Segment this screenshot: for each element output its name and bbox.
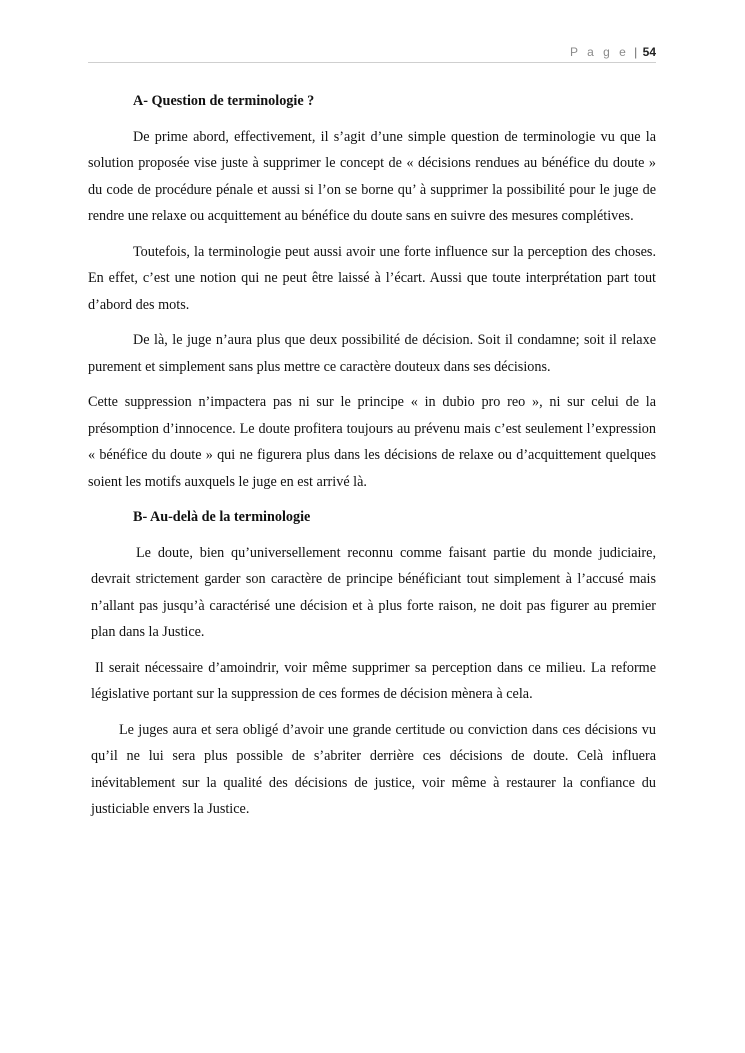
section-a-paragraph-3: De là, le juge n’aura plus que deux possibilité de décision. Soit il condamne; soit il relaxe purement et simplement sans plus mettre ce caractère douteux dans ses décisions.	[88, 332, 656, 375]
section-a-paragraph-1: De prime abord, effectivement, il s’agit d’une simple question de terminologie vu que la solution proposée vise juste à supprimer le concept de « décisions rendues au bénéfice du doute » du code de procédure pénale et aussi si l’on se borne qu’ à supprimer la possibilité pour le juge de rendre une relaxe ou acquittement au bénéfice du doute sans en suivre des mesures complétives.	[88, 128, 656, 224]
section-a-paragraph-2: Toutefois, la terminologie peut aussi avoir une forte influence sur la perception des choses. En effet, c’est une notion qui ne peut être laissé à l’écart. Aussi que toute interprétation part tout d’abord des mots.	[88, 243, 656, 313]
document-body	[88, 88, 656, 832]
section-b-paragraph-2: Il serait nécessaire d’amoindrir, voir même supprimer sa perception dans ce milieu. La reforme législative portant sur la suppression de ces formes de décision mènera à cela.	[91, 659, 656, 702]
section-b-paragraph-1: Le doute, bien qu’universellement reconnu comme faisant partie du monde judiciaire, devrait strictement garder son caractère de principe bénéficiant tout simplement à l’accusé mais n’allant pas jusqu’à caractérisé une décision et à plus forte raison, ne doit pas figurer au premier plan dans la Justice.	[91, 544, 656, 640]
page-header	[88, 44, 656, 60]
page-number: 54	[642, 45, 656, 59]
section-a-heading: A- Question de terminologie ?	[133, 93, 315, 109]
section-a-paragraph-4: Cette suppression n’impactera pas ni sur le principe « in dubio pro reo », ni sur celui de la présomption d’innocence. Le doute profitera toujours au prévenu mais c’est seulement l’expression « bénéfice du doute » qui ne figurera plus dans les décisions de relaxe ou d’acquittement quelques soient les motifs auxquels le juge en est arrivé là.	[88, 394, 656, 490]
section-b-paragraph-3: Le juges aura et sera obligé d’avoir une grande certitude ou conviction dans ces décisions vu qu’il ne lui sera plus possible de s’abriter derrière ces décisions de doute. Celà influera inévitablement sur la qualité des décisions de justice, voir même à restaurer la confiance du justiciable envers la Justice.	[91, 721, 656, 817]
page-separator: |	[634, 45, 638, 59]
header-rule	[88, 62, 656, 63]
section-b-heading: B- Au-delà de la terminologie	[133, 509, 311, 525]
page-label: P a g e	[570, 45, 629, 59]
